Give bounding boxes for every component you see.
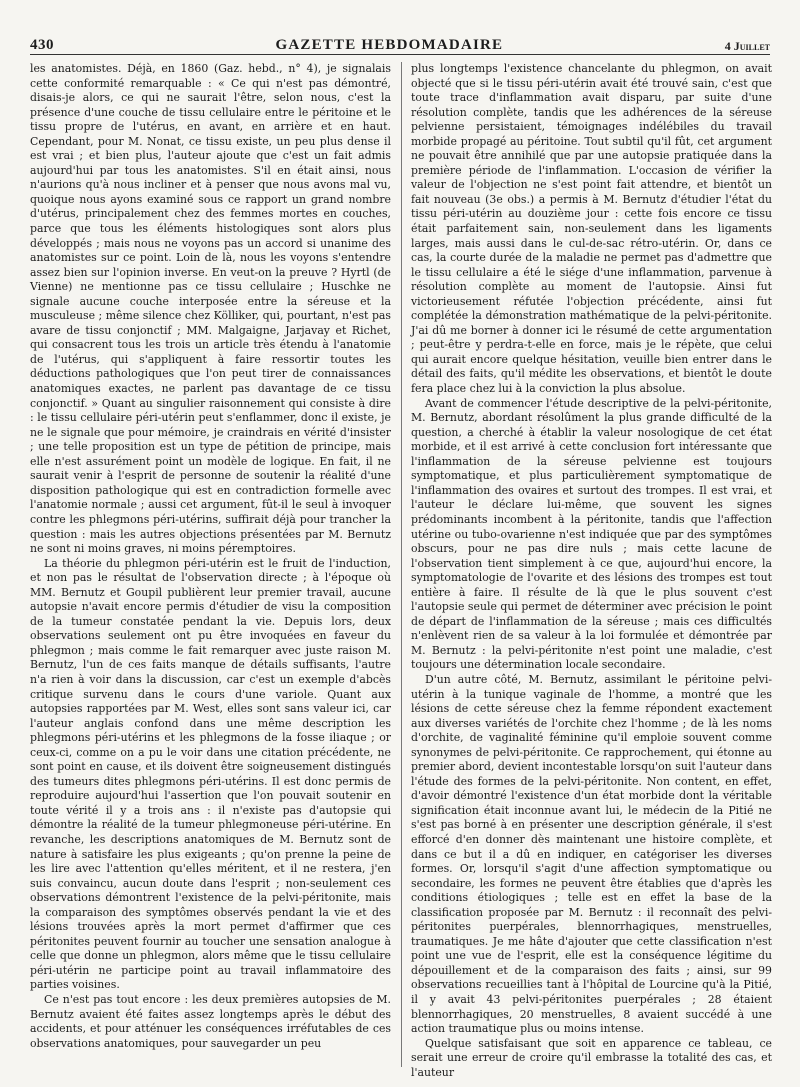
right-column (411, 62, 772, 1079)
journal-title: GAZETTE HEBDOMADAIRE (275, 37, 504, 53)
page-header (30, 28, 770, 55)
paragraph: les anatomistes. Déjà, en 1860 (Gaz. hebd., n° 4), je signalais cette conformité remarquable : « Ce qui n'est pas démontré, disais-je alors, ce qui ne saurait l'être, selon nous, c'est la présence d'une couche de tissu cellulaire entre le péritoine et le tissu propre de l'utérus, en avant, en arrière et en haut. Cependant, pour M. Nonat, ce tissu existe, un peu plus dense il est vrai ; et bien plus, l'auteur ajoute que c'est un fait admis aujourd'hui par tous les anatomistes. S'il en était ainsi, nous n'aurions qu'à nous incliner et à penser que nous avons mal vu, quoique nous ayons examiné sous ce rapport un grand nombre d'utérus, principalement chez des femmes mortes en couches, parce que tous les éléments histologiques sont alors plus développés ; mais nous ne voyons pas un accord si unanime des anatomistes sur ce point. Loin de là, nous les voyons s'entendre assez bien sur l'opinion inverse. En veut-on la preuve ? Hyrtl (de Vienne) ne mentionne pas ce tissu cellulaire ; Huschke ne signale aucune couche interposée entre la séreuse et la musculeuse ; même silence chez Kölliker, qui, pourtant, n'est pas avare de tissu conjonctif ; MM. Malgaigne, Jarjavay et Richet, qui consacrent tous les trois un article très étendu à l'anatomie de l'utérus, qui s'appliquent à faire ressortir toutes les déductions pathologiques que l'on peut tirer de connaissances anatomiques exactes, ne parlent pas davantage de ce tissu conjonctif. » Quant au singulier raisonnement qui consiste à dire : le tissu cellulaire péri-utérin peut s'enflammer, donc il existe, je ne le signale que pour mémoire, je craindrais en vérité d'insister ; une telle proposition est un type de pétition de principe, mais elle n'est assurément point un modèle de logique. En fait, il ne saurait venir à l'esprit de personne de soutenir la réalité d'une disposition pathologique qui est en contradiction formelle avec l'anatomie normale ; aussi cet argument, fût-il le seul à invoquer contre les phlegmons péri-utérins, suffirait déjà pour trancher la question : mais les autres objections présentées par M. Bernutz ne sont ni moins graves, ni moins péremptoires. (30, 62, 391, 556)
paragraph: plus longtemps l'existence chancelante du phlegmon, on avait objecté que si le tissu péri-utérin avait été trouvé sain, c'est que toute trace d'inflammation avait disparu, par suite d'une résolution complète, tandis que les adhérences de la séreuse pelvienne persistaient, témoignages indélébiles du travail morbide propagé au péritoine. Tout subtil qu'il fût, cet argument ne pouvait être annihilé que par une autopsie pratiquée dans la première période de l'inflammation. L'occasion de vérifier la valeur de l'objection ne s'est point fait attendre, et bientôt un fait nouveau (3e obs.) a permis à M. Bernutz d'étudier l'état du tissu péri-utérin au douzième jour : cette fois encore ce tissu était parfaitement sain, non-seulement dans les ligaments larges, mais aussi dans le cul-de-sac rétro-utérin. Or, dans ce cas, la courte durée de la maladie ne permet pas d'admettre que le tissu cellulaire a été le siége d'une inflammation, parvenue à résolution complète au moment de l'autopsie. Ainsi fut victorieusement réfutée l'objection précédente, ainsi fut complétée la démonstration mathématique de la pelvi-péritonite. J'ai dû me borner à donner ici le résumé de cette argumentation ; peut-être y perdra-t-elle en force, mais je le répète, que celui qui aurait encore quelque hésitation, veuille bien entrer dans le détail des faits, qu'il médite les observations, et bientôt le doute fera place chez lui à la conviction la plus absolue. (411, 62, 772, 396)
paragraph: Avant de commencer l'étude descriptive de la pelvi-péritonite, M. Bernutz, abordant résolûment la plus grande difficulté de la question, a cherché à établir la valeur nosologique de cet état morbide, et il est arrivé à cette conclusion fort intéressante que l'inflammation de la séreuse pelvienne est toujours symptomatique, et plus particulièrement symptomatique de l'inflammation des ovaires et surtout des trompes. Il est vrai, et l'auteur le déclare lui-même, que souvent les signes prédominants incombent à la péritonite, tandis que l'affection utérine ou tubo-ovarienne n'est indiquée que par des symptômes obscurs, pour ne pas dire nuls ; mais cette lacune de l'observation tient simplement à ce que, aujourd'hui encore, la symptomatologie de l'ovarite et des lésions des trompes est tout entière à faire. Il résulte de là que le plus souvent c'est l'autopsie seule qui permet de déterminer avec précision le point de départ de l'inflammation de la séreuse ; mais ces difficultés n'enlèvent rien de sa valeur à la loi formulée et démontrée par M. Bernutz : la pelvi-péritonite n'est point une maladie, c'est toujours une détermination locale secondaire. (411, 396, 772, 672)
paragraph: La théorie du phlegmon péri-utérin est le fruit de l'induction, et non pas le résultat de l'observation directe ; à l'époque où MM. Bernutz et Goupil publièrent leur premier travail, aucune autopsie n'avait encore permis d'étudier de visu la composition de la tumeur constatée pendant la vie. Depuis lors, deux observations seulement ont pu être invoquées en faveur du phlegmon ; mais comme le fait remarquer avec juste raison M. Bernutz, l'un de ces faits manque de détails suffisants, l'autre n'a rien à voir dans la discussion, car c'est un exemple d'abcès critique survenu dans le cours d'une variole. Quant aux autopsies rapportées par M. West, elles sont sans valeur ici, car l'auteur anglais confond dans une même description les phlegmons péri-utérins et les phlegmons de la fosse iliaque ; or ceux-ci, comme on a pu le voir dans une citation précédente, ne sont point en cause, et ils doivent être soigneusement distingués des tumeurs dites phlegmons péri-utérins. Il est donc permis de reproduire aujourd'hui l'assertion que l'on pouvait soutenir en toute vérité il y a trois ans : il n'existe pas d'autopsie qui démontre la réalité de la tumeur phlegmoneuse péri-utérine. En revanche, les descriptions anatomiques de M. Bernutz sont de nature à satisfaire les plus exigeants ; qu'on prenne la peine de les lire avec l'attention qu'elles méritent, et il ne restera, j'en suis convaincu, aucun doute dans l'esprit ; non-seulement ces observations démontrent l'existence de la pelvi-péritonite, mais la comparaison des symptômes observés pendant la vie et des lésions trouvées après la mort permet d'affirmer que ces péritonites peuvent fournir au toucher une sensation analogue à celle que donne un phlegmon, alors même que le tissu cellulaire péri-utérin ne participe point au travail inflammatoire des parties voisines. (30, 556, 391, 992)
page-number: 430 (30, 37, 54, 53)
paragraph: Quelque satisfaisant que soit en apparence ce tableau, ce serait une erreur de croire qu'il embrasse la totalité des cas, et l'auteur (411, 1036, 772, 1079)
text-columns (30, 62, 772, 1079)
left-column (30, 62, 391, 1067)
issue-date: 4 Juillet (724, 39, 770, 53)
column-divider (401, 62, 402, 1067)
paragraph: D'un autre côté, M. Bernutz, assimilant le péritoine pelvi-utérin à la tunique vaginale de l'homme, a montré que les lésions de cette séreuse chez la femme répondent exactement aux diverses variétés de l'orchite chez l'homme ; de là les noms d'orchite, de vaginalité féminine qu'il emploie souvent comme synonymes de pelvi-péritonite. Ce rapprochement, qui étonne au premier abord, devient incontestable lorsqu'on suit l'auteur dans l'étude des formes de la pelvi-péritonite. Non content, en effet, d'avoir démontré l'existence d'un état morbide dont la véritable signification était inconnue avant lui, le médecin de la Pitié ne s'est pas borné à en présenter une description générale, il s'est efforcé d'en donner dès maintenant une histoire complète, et dans ce but il a dû en indiquer, en catégoriser les diverses formes. Or, lorsqu'il s'agit d'une affection symptomatique ou secondaire, les formes ne peuvent être établies que d'après les conditions étiologiques ; telle est en effet la base de la classification proposée par M. Bernutz : il reconnaît des pelvi-péritonites puerpérales, blennorrhagiques, menstruelles, traumatiques. Je me hâte d'ajouter que cette classification n'est point une vue de l'esprit, elle est la conséquence légitime du dépouillement et de la comparaison des faits ; ainsi, sur 99 observations recueillies tant à l'hôpital de Lourcine qu'à la Pitié, il y avait 43 pelvi-péritonites puerpérales ; 28 étaient blennorrhagiques, 20 menstruelles, 8 avaient succédé à une action traumatique plus ou moins intense. (411, 672, 772, 1036)
paragraph: Ce n'est pas tout encore : les deux premières autopsies de M. Bernutz avaient été faites assez longtemps après le début des accidents, et pour atténuer les conséquences irréfutables de ces observations anatomiques, pour sauvegarder un peu (30, 993, 391, 1050)
